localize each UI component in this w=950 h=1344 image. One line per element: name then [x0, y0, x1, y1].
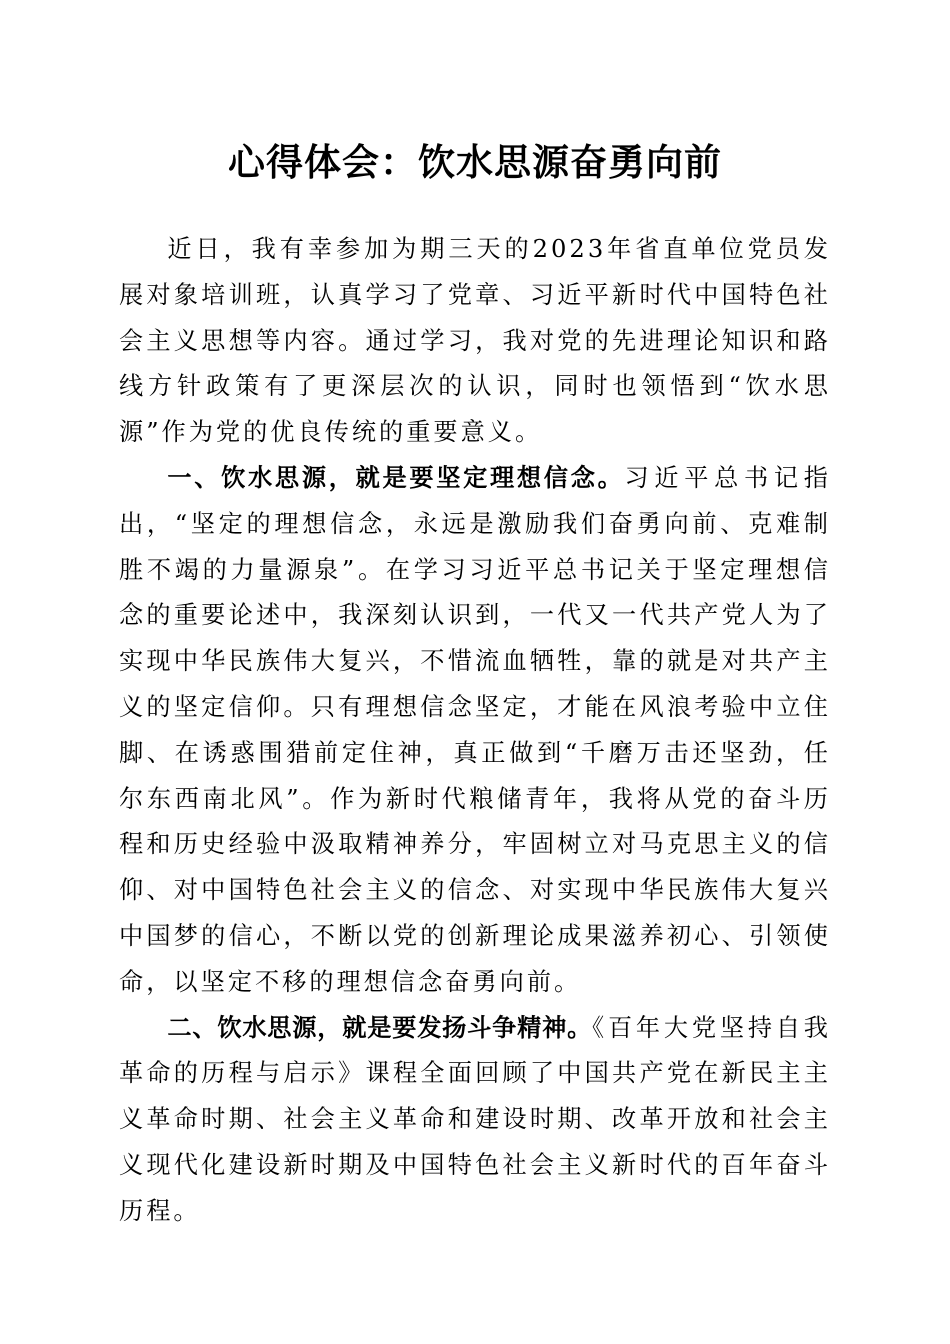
paragraph-text: 近日，我有幸参加为期三天的2023年省直单位党员发展对象培训班，认真学习了党章、习近平新时代中国特色社会主义思想等内容。通过学习，我对党的先进理论知识和路线方针政策有了更深层次的认识，同时也领悟到“饮水思源”作为党的优良传统的重要意义。: [119, 235, 831, 447]
paragraph-heading: 二、饮水思源，就是要发扬斗争精神。: [167, 1013, 593, 1042]
document-body: [119, 227, 831, 1235]
document-title: 心得体会：饮水思源奋勇向前: [228, 140, 722, 184]
paragraph-text: 习近平总书记指出，“坚定的理想信念，永远是激励我们奋勇向前、克难制胜不竭的力量源泉”。在学习习近平总书记关于坚定理想信念的重要论述中，我深刻认识到，一代又一代共产党人为了实现中华民族伟大复兴，不惜流血牺牲，靠的就是对共产主义的坚定信仰。只有理想信念坚定，才能在风浪考验中立住脚、在诱惑围猎前定住神，真正做到“千磨万击还坚劲，任尔东西南北风”。作为新时代粮储青年，我将从党的奋斗历程和历史经验中汲取精神养分，牢固树立对马克思主义的信仰、对中国特色社会主义的信念、对实现中华民族伟大复兴中国梦的信心，不断以党的创新理论成果滋养初心、引领使命，以坚定不移的理想信念奋勇向前。: [119, 463, 831, 996]
paragraph-ideals: [119, 456, 831, 1006]
paragraph-text: 《百年大党坚持自我革命的历程与启示》课程全面回顾了中国共产党在新民主主义革命时期、社会主义革命和建设时期、改革开放和社会主义现代化建设新时期及中国特色社会主义新时代的百年奋斗历程。: [119, 1013, 831, 1225]
paragraph-struggle: [119, 1006, 831, 1235]
paragraph-intro: [119, 227, 831, 456]
paragraph-heading: 一、饮水思源，就是要坚定理想信念。: [167, 463, 625, 492]
